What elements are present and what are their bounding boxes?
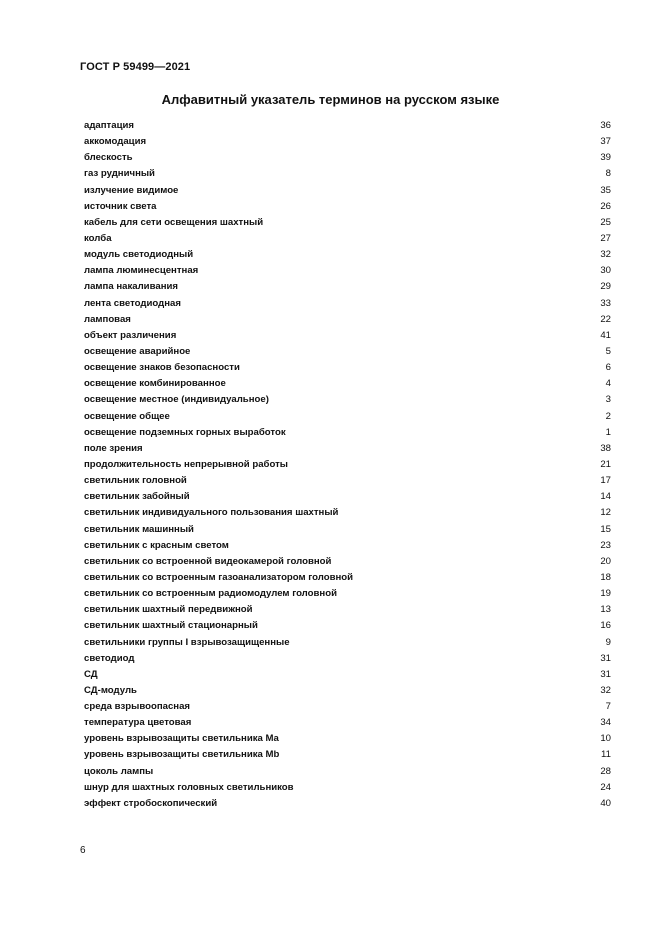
index-term-page: 40 (600, 797, 611, 809)
index-term-page: 3 (605, 394, 611, 406)
index-term-page: 38 (600, 442, 611, 454)
index-term: температура цветовая (84, 717, 192, 729)
index-entry (84, 457, 611, 473)
index-term-page: 35 (600, 184, 611, 196)
index-term-page: 22 (600, 313, 611, 325)
index-entry (84, 279, 611, 295)
index-term-page: 8 (605, 168, 611, 180)
index-entry (84, 699, 611, 715)
index-term-page: 1 (605, 426, 611, 438)
index-entry (84, 780, 611, 796)
index-term-page: 28 (600, 765, 611, 777)
index-entry (84, 425, 611, 441)
index-entry (84, 764, 611, 780)
index-term: освещение подземных горных выработок (84, 426, 286, 438)
index-entry (84, 344, 611, 360)
index-entry (84, 554, 611, 570)
index-term-page: 17 (600, 475, 611, 487)
index-entry (84, 570, 611, 586)
index-term-page: 30 (600, 265, 611, 277)
index-entry (84, 489, 611, 505)
page-number: 6 (80, 845, 86, 856)
index-entry (84, 635, 611, 651)
index-term: блескость (84, 152, 133, 164)
index-entry (84, 683, 611, 699)
index-entry (84, 441, 611, 457)
index-entry (84, 747, 611, 763)
index-term-page: 16 (600, 620, 611, 632)
index-term-page: 33 (600, 297, 611, 309)
index-term: освещение знаков безопасности (84, 362, 240, 374)
index-term-page: 37 (600, 136, 611, 148)
index-entry (84, 199, 611, 215)
index-term: модуль светодиодный (84, 249, 194, 261)
index-entry (84, 247, 611, 263)
index-term: освещение аварийное (84, 345, 191, 357)
index-term: адаптация (84, 120, 134, 131)
document-code: ГОСТ Р 59499—2021 (80, 61, 191, 73)
index-title: Алфавитный указатель терминов на русском языке (161, 92, 500, 107)
index-term-page: 41 (600, 329, 611, 341)
index-term-page: 39 (600, 152, 611, 164)
index-term: светильник головной (84, 475, 187, 487)
index-term: продолжительность непрерывной работы (84, 458, 288, 470)
index-entry (84, 328, 611, 344)
index-term-page: 14 (600, 491, 611, 503)
index-entry (84, 360, 611, 376)
index-term-page: 15 (600, 523, 611, 535)
index-term-page: 27 (600, 232, 611, 244)
index-entry (84, 667, 611, 683)
index-term-page: 13 (600, 604, 611, 616)
index-term-page: 26 (600, 200, 611, 212)
index-term-page: 12 (600, 507, 611, 519)
index-term: уровень взрывозащиты светильника Ma (84, 733, 279, 745)
index-term: светильники группы I взрывозащищенные (84, 636, 290, 648)
index-term: СД-модуль (84, 684, 137, 696)
index-term: кабель для сети освещения шахтный (84, 216, 264, 228)
index-term: поле зрения (84, 442, 143, 454)
index-term-page: 20 (600, 555, 611, 567)
index-term: ламповая (84, 313, 131, 325)
index-term: шнур для шахтных головных светильников (84, 781, 294, 793)
index-term-page: 5 (605, 345, 611, 357)
index-term: светильник со встроенным радиомодулем головной (84, 588, 337, 600)
index-term-page: 19 (600, 588, 611, 600)
index-term: цоколь лампы (84, 765, 154, 777)
index-entry (84, 296, 611, 312)
index-term-page: 21 (600, 458, 611, 470)
index-term-page: 4 (605, 378, 611, 390)
index-entry (84, 651, 611, 667)
index-entry (84, 586, 611, 602)
index-term: светильник шахтный передвижной (84, 604, 253, 616)
index-term-page: 32 (600, 684, 611, 696)
index-entry (84, 409, 611, 425)
index-term-page: 6 (605, 362, 611, 374)
index-entry (84, 731, 611, 747)
index-term: излучение видимое (84, 184, 179, 196)
index-term: лампа накаливания (84, 281, 178, 293)
index-term: освещение местное (индивидуальное) (84, 394, 269, 406)
index-entry (84, 505, 611, 521)
index-term: светильник с красным светом (84, 539, 229, 551)
index-term-page: 24 (600, 781, 611, 793)
index-term: светильник индивидуального пользования шахтный (84, 507, 339, 519)
index-term-page: 9 (605, 636, 611, 648)
index-term-page: 18 (600, 571, 611, 583)
index-term: светодиод (84, 652, 135, 664)
index-term-page: 31 (600, 652, 611, 664)
index-entry (84, 522, 611, 538)
index-entry (84, 618, 611, 634)
index-term: источник света (84, 200, 157, 212)
index-term: светильник со встроенным газоанализатором головной (84, 571, 354, 583)
index-term-page: 36 (600, 120, 611, 131)
index-entry (84, 376, 611, 392)
index-entry (84, 263, 611, 279)
index-entry (84, 602, 611, 618)
index-term-page: 31 (600, 668, 611, 680)
index-entry (84, 215, 611, 231)
index-term: освещение общее (84, 410, 170, 422)
index-term: светильник машинный (84, 523, 194, 535)
index-entry (84, 118, 611, 134)
index-entry (84, 312, 611, 328)
index-term-page: 23 (600, 539, 611, 551)
index-entry (84, 392, 611, 408)
index-term: эффект стробоскопический (84, 797, 218, 809)
index-term: среда взрывоопасная (84, 701, 191, 713)
index-entry (84, 166, 611, 182)
index-entry (84, 538, 611, 554)
index-term: светильник со встроенной видеокамерой головной (84, 555, 332, 567)
index-term: лента светодиодная (84, 297, 181, 309)
index-entry (84, 231, 611, 247)
index-term-page: 25 (600, 216, 611, 228)
index-entry (84, 715, 611, 731)
index-term-page: 2 (605, 410, 611, 422)
index-term-page: 29 (600, 281, 611, 293)
index-term: освещение комбинированное (84, 378, 226, 390)
index-term: СД (84, 668, 98, 680)
index-entry (84, 183, 611, 199)
index-term: колба (84, 232, 112, 244)
index-term: светильник шахтный стационарный (84, 620, 258, 632)
index-term: уровень взрывозащиты светильника Mb (84, 749, 280, 761)
index-term: лампа люминесцентная (84, 265, 199, 277)
index-term: объект различения (84, 329, 177, 341)
index-term-page: 11 (601, 749, 611, 761)
index-entry (84, 150, 611, 166)
index-term: газ рудничный (84, 168, 155, 180)
index-entry (84, 473, 611, 489)
term-index-list (84, 118, 611, 812)
index-term: светильник забойный (84, 491, 190, 503)
index-term-page: 34 (600, 717, 611, 729)
index-term-page: 32 (600, 249, 611, 261)
index-entry (84, 796, 611, 812)
index-term-page: 7 (605, 701, 611, 713)
index-term: аккомодация (84, 136, 147, 148)
index-entry (84, 134, 611, 150)
index-term-page: 10 (600, 733, 611, 745)
